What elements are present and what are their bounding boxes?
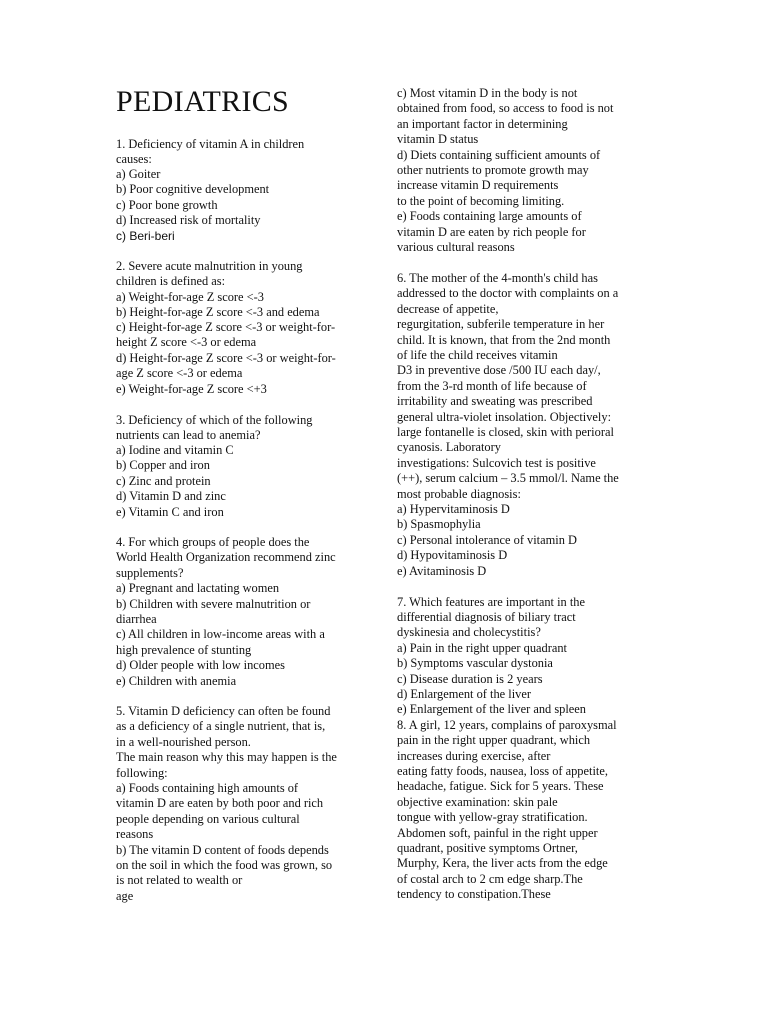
text-line: causes: bbox=[116, 152, 152, 166]
text-line: supplements? bbox=[116, 566, 184, 580]
text-line: d) Vitamin D and zinc bbox=[116, 489, 226, 503]
text-line: differential diagnosis of biliary tract bbox=[397, 610, 576, 624]
text-line: b) Copper and iron bbox=[116, 458, 210, 472]
text-line: D3 in preventive dose /500 IU each day/, bbox=[397, 363, 601, 377]
text-line: investigations: Sulcovich test is positive bbox=[397, 456, 596, 470]
text-line: increases during exercise, after bbox=[397, 749, 551, 763]
text-line: as a deficiency of a single nutrient, that is, bbox=[116, 719, 326, 733]
text-line: e) Children with anemia bbox=[116, 674, 237, 688]
text-line: other nutrients to promote growth may bbox=[397, 163, 589, 177]
text-line: age Z score <-3 or edema bbox=[116, 366, 243, 380]
text-line: d) Enlargement of the liver bbox=[397, 687, 531, 701]
text-line: eating fatty foods, nausea, loss of appetite, bbox=[397, 764, 608, 778]
text-line: e) Enlargement of the liver and spleen bbox=[397, 702, 586, 716]
text-line: people depending on various cultural bbox=[116, 812, 300, 826]
text-line: b) Height-for-age Z score <-3 and edema bbox=[116, 305, 320, 319]
text-line: b) Poor cognitive development bbox=[116, 182, 270, 196]
text-line: following: bbox=[116, 766, 168, 780]
text-line: d) Diets containing sufficient amounts of bbox=[397, 148, 601, 162]
text-line: children is defined as: bbox=[116, 274, 226, 288]
text-line: dyskinesia and cholecystitis? bbox=[397, 625, 541, 639]
text-line: a) Hypervitaminosis D bbox=[397, 502, 510, 516]
text-line: 8. A girl, 12 years, complains of paroxysmal bbox=[397, 718, 617, 732]
text-line: on the soil in which the food was grown, so bbox=[116, 858, 333, 872]
text-line: Abdomen soft, painful in the right upper bbox=[397, 826, 598, 840]
text-line: general ultra-violet insolation. Objectively: bbox=[397, 410, 612, 424]
text-line: e) Foods containing large amounts of bbox=[397, 209, 582, 223]
text-line: an important factor in determining bbox=[397, 117, 568, 131]
text-line: b) Symptoms vascular dystonia bbox=[397, 656, 553, 670]
text-line: regurgitation, subferile temperature in her bbox=[397, 317, 605, 331]
text-line: diarrhea bbox=[116, 612, 157, 626]
text-line: vitamin D are eaten by rich people for bbox=[397, 225, 586, 239]
text-line: is not related to wealth or bbox=[116, 873, 243, 887]
text-line: various cultural reasons bbox=[397, 240, 515, 254]
text-line: irritability and sweating was prescribed bbox=[397, 394, 593, 408]
text-line: 7. Which features are important in the bbox=[397, 595, 585, 609]
text-line: height Z score <-3 or edema bbox=[116, 335, 257, 349]
text-line: most probable diagnosis: bbox=[397, 487, 521, 501]
text-line: d) Older people with low incomes bbox=[116, 658, 285, 672]
text-line: (++), serum calcium – 3.5 mmol/l. Name the bbox=[397, 471, 619, 485]
text-line: c) Zinc and protein bbox=[116, 474, 211, 488]
text-line: The main reason why this may happen is the bbox=[116, 750, 337, 764]
text-line: c) Most vitamin D in the body is not bbox=[397, 86, 578, 100]
text-line: nutrients can lead to anemia? bbox=[116, 428, 261, 442]
text-line: b) The vitamin D content of foods depends bbox=[116, 843, 329, 857]
text-line: reasons bbox=[116, 827, 154, 841]
text-line: c) Disease duration is 2 years bbox=[397, 672, 543, 686]
text-line: a) Foods containing high amounts of bbox=[116, 781, 299, 795]
text-line: 4. For which groups of people does the bbox=[116, 535, 310, 549]
text-line: headache, fatigue. Sick for 5 years. These bbox=[397, 779, 604, 793]
text-line: in a well-nourished person. bbox=[116, 735, 251, 749]
text-line: 3. Deficiency of which of the following bbox=[116, 413, 313, 427]
text-line: child. It is known, that from the 2nd month bbox=[397, 333, 611, 347]
text-line: b) Children with severe malnutrition or bbox=[116, 597, 311, 611]
text-line: b) Spasmophylia bbox=[397, 517, 481, 531]
text-line: obtained from food, so access to food is not bbox=[397, 101, 614, 115]
text-line: from the 3-rd month of life because of bbox=[397, 379, 587, 393]
text-line: a) Goiter bbox=[116, 167, 161, 181]
text-line: of life the child receives vitamin bbox=[397, 348, 558, 362]
text-line: c) Beri-beri bbox=[116, 229, 175, 243]
text-line: increase vitamin D requirements bbox=[397, 178, 559, 192]
text-line: e) Vitamin C and iron bbox=[116, 505, 224, 519]
text-line: a) Pregnant and lactating women bbox=[116, 581, 280, 595]
text-line: a) Weight-for-age Z score <-3 bbox=[116, 290, 264, 304]
text-line: vitamin D are eaten by both poor and rich bbox=[116, 796, 324, 810]
text-line: 6. The mother of the 4-month's child has bbox=[397, 271, 598, 285]
text-line: addressed to the doctor with complaints on a bbox=[397, 286, 619, 300]
text-line: Murphy, Kera, the liver acts from the edge bbox=[397, 856, 608, 870]
text-line: of costal arch to 2 cm edge sharp.The bbox=[397, 872, 583, 886]
text-line: 5. Vitamin D deficiency can often be found bbox=[116, 704, 331, 718]
text-line: d) Hypovitaminosis D bbox=[397, 548, 508, 562]
text-line: d) Increased risk of mortality bbox=[116, 213, 261, 227]
text-line: e) Weight-for-age Z score <+3 bbox=[116, 382, 267, 396]
text-line: to the point of becoming limiting. bbox=[397, 194, 565, 208]
text-line: vitamin D status bbox=[397, 132, 479, 146]
text-line: objective examination: skin pale bbox=[397, 795, 558, 809]
text-line: tongue with yellow-gray stratification. bbox=[397, 810, 588, 824]
text-line: a) Iodine and vitamin C bbox=[116, 443, 234, 457]
text-line: c) Personal intolerance of vitamin D bbox=[397, 533, 577, 547]
text-line: 1. Deficiency of vitamin A in children bbox=[116, 137, 305, 151]
page-title: PEDIATRICS bbox=[116, 85, 290, 118]
text-line: 2. Severe acute malnutrition in young bbox=[116, 259, 303, 273]
text-line: World Health Organization recommend zinc bbox=[116, 550, 336, 564]
text-line: e) Avitaminosis D bbox=[397, 564, 487, 578]
text-line: cyanosis. Laboratory bbox=[397, 440, 501, 454]
text-line: high prevalence of stunting bbox=[116, 643, 252, 657]
text-line: age bbox=[116, 889, 134, 903]
text-line: large fontanelle is closed, skin with perioral bbox=[397, 425, 614, 439]
text-line: pain in the right upper quadrant, which bbox=[397, 733, 591, 747]
text-line: quadrant, positive symptoms Ortner, bbox=[397, 841, 578, 855]
text-line: tendency to constipation.These bbox=[397, 887, 551, 901]
text-line: c) Poor bone growth bbox=[116, 198, 218, 212]
text-line: a) Pain in the right upper quadrant bbox=[397, 641, 567, 655]
text-line: decrease of appetite, bbox=[397, 302, 499, 316]
text-line: d) Height-for-age Z score <-3 or weight-for- bbox=[116, 351, 336, 365]
text-line: c) Height-for-age Z score <-3 or weight-for- bbox=[116, 320, 336, 334]
text-line: c) All children in low-income areas with a bbox=[116, 627, 325, 641]
